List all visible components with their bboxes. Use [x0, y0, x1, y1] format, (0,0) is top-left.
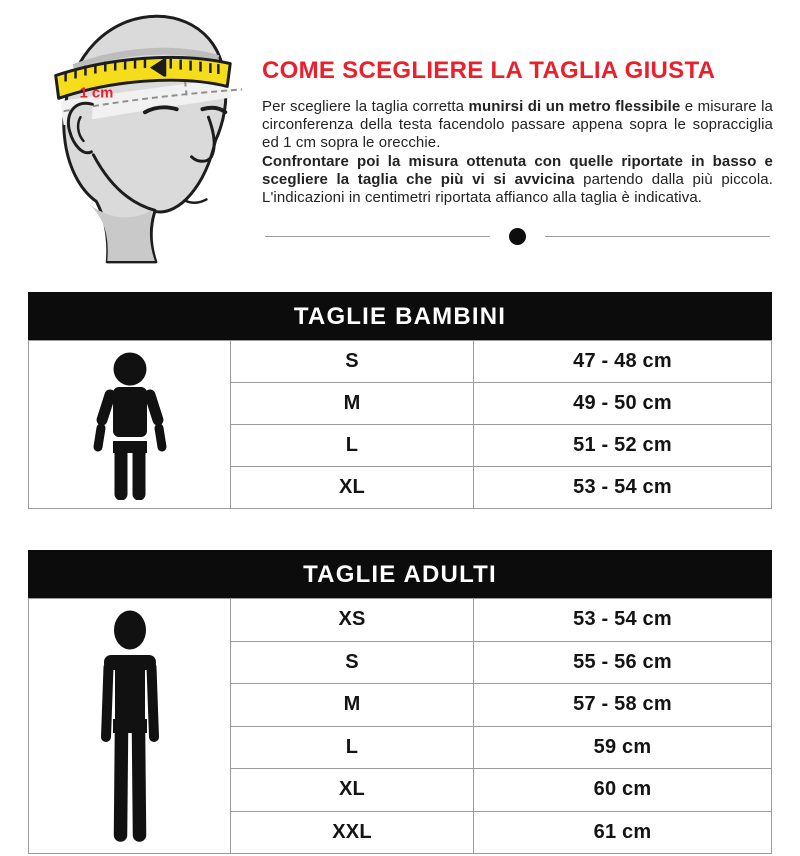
intro-paragraph-1: Per scegliere la taglia corretta munirsi di un metro flessibile e misurare la circonferenza della testa facendolo passare appena sopra le sopracciglia ed 1 cm sopra le orecchie. [262, 98, 774, 152]
size-value: 53 - 54 cm [474, 467, 772, 509]
size-label: XS [231, 599, 474, 642]
size-value: 55 - 56 cm [474, 641, 772, 684]
adult-size-table [28, 550, 772, 854]
divider-line-left [265, 236, 490, 237]
adult-table-title: TAGLIE ADULTI [28, 550, 772, 598]
size-label: S [231, 341, 474, 383]
size-label: XXL [231, 811, 474, 854]
kids-table-title: TAGLIE BAMBINI [28, 292, 772, 340]
size-value: 49 - 50 cm [474, 383, 772, 425]
page-title: COME SCEGLIERE LA TAGLIA GIUSTA [262, 57, 716, 84]
child-icon-cell [29, 341, 231, 509]
one-cm-label: 1 cm [79, 85, 114, 102]
kids-size-table [28, 292, 772, 509]
size-value: 47 - 48 cm [474, 341, 772, 383]
intro-paragraph-2: Confrontare poi la misura ottenuta con quelle riportate in basso e scegliere la taglia che più vi si avvicina partendo dalla più piccola. L'indicazioni in centimetri riportata affianco alla taglia è indicativa. [262, 152, 773, 207]
adult-icon-cell [29, 599, 231, 854]
size-label: XL [231, 769, 474, 812]
intro-text-column [262, 6, 773, 292]
intro-section [0, 0, 800, 292]
size-value: 51 - 52 cm [474, 425, 772, 467]
head-illustration-svg [20, 6, 258, 264]
size-row [29, 599, 772, 642]
size-value: 60 cm [474, 769, 772, 812]
size-value: 61 cm [474, 811, 772, 854]
head-measurement-illustration [20, 6, 258, 264]
intro-description [262, 98, 773, 207]
section-divider [265, 228, 770, 245]
adult-size-grid [28, 598, 772, 854]
adult-icon [75, 609, 185, 844]
kids-size-grid [28, 340, 772, 509]
size-label: S [231, 641, 474, 684]
divider-dot [509, 228, 526, 245]
size-value: 59 cm [474, 726, 772, 769]
child-icon [80, 350, 180, 500]
size-value: 57 - 58 cm [474, 684, 772, 727]
size-label: XL [231, 467, 474, 509]
size-label: L [231, 425, 474, 467]
mouth-line [185, 199, 207, 202]
size-row [29, 341, 772, 383]
size-label: M [231, 383, 474, 425]
divider-line-right [545, 236, 770, 237]
size-label: M [231, 684, 474, 727]
size-value: 53 - 54 cm [474, 599, 772, 642]
size-label: L [231, 726, 474, 769]
